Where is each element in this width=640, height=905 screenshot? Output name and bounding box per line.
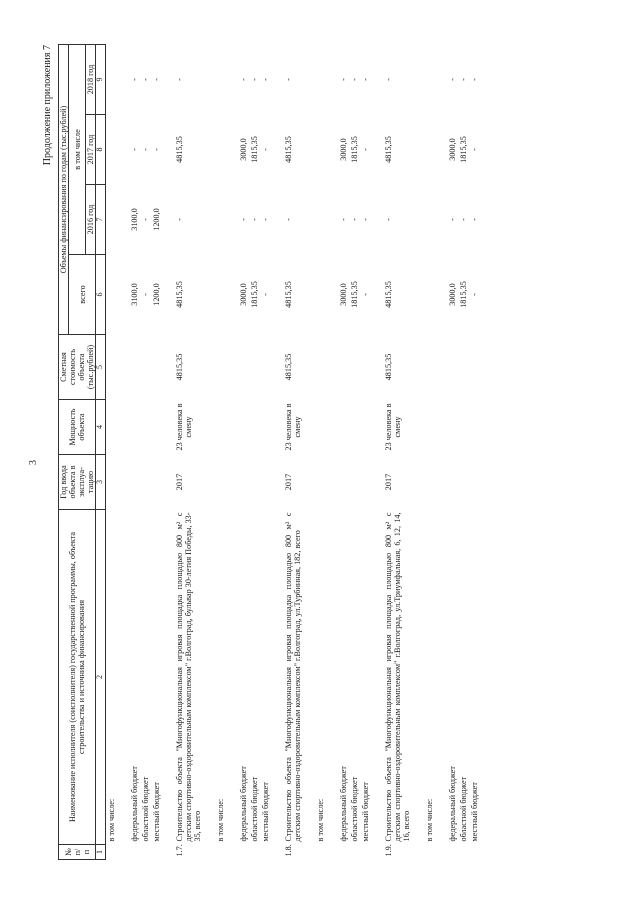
row-name: областной бюджет xyxy=(350,776,360,842)
row-total: 3000,0 xyxy=(339,283,349,306)
row-cost xyxy=(249,335,260,400)
row-name: федеральный бюджет xyxy=(238,766,248,842)
row-2016 xyxy=(105,185,117,255)
row-number xyxy=(458,845,469,860)
row-2018: - xyxy=(284,78,294,81)
row-total: 3000,0 xyxy=(448,283,458,306)
row-name: местный бюджет xyxy=(470,782,480,842)
row-capacity xyxy=(458,400,469,455)
header-2017: 2017 год xyxy=(86,115,96,185)
row-2017: - xyxy=(151,148,161,151)
row-year xyxy=(349,455,360,510)
row-cost: 4815,35 xyxy=(284,353,294,381)
spacer-cell xyxy=(412,44,424,859)
row-2016: - xyxy=(250,218,259,221)
row-capacity xyxy=(447,400,458,455)
column-number-row xyxy=(96,44,106,859)
row-spacer xyxy=(117,44,129,859)
row-number xyxy=(360,845,371,860)
table-row xyxy=(151,44,162,859)
table-row xyxy=(249,44,260,859)
row-2017: 3000,0 xyxy=(238,138,248,161)
table-row xyxy=(360,44,371,859)
row-total: 1815,35 xyxy=(250,281,259,308)
row-cost xyxy=(129,335,140,400)
row-total: 3000,0 xyxy=(238,283,248,306)
table-row xyxy=(338,44,349,859)
row-2017: 4815,35 xyxy=(384,136,394,163)
row-year: 2017 xyxy=(384,473,394,491)
row-total: - xyxy=(361,293,371,296)
row-number xyxy=(151,845,162,860)
row-spacer xyxy=(271,44,283,859)
table-header xyxy=(59,44,106,859)
row-year: 2017 xyxy=(174,473,184,491)
table-row xyxy=(260,44,271,859)
row-number xyxy=(215,845,226,860)
row-2018 xyxy=(424,44,435,114)
header-total: всего xyxy=(69,255,96,335)
row-2017 xyxy=(315,115,326,185)
row-cost xyxy=(360,335,371,400)
row-2016 xyxy=(315,185,326,255)
row-capacity xyxy=(238,400,249,455)
row-total xyxy=(105,255,117,335)
row-year xyxy=(469,455,480,510)
column-number: 8 xyxy=(96,115,106,185)
row-2016: - xyxy=(339,218,349,221)
row-capacity xyxy=(260,400,271,455)
row-cost xyxy=(151,335,162,400)
table-row xyxy=(215,44,226,859)
row-2018: - xyxy=(448,78,458,81)
row-name: в том числе: xyxy=(425,798,435,842)
row-2017: 1815,35 xyxy=(350,136,360,163)
row-year xyxy=(151,455,162,510)
row-2018: - xyxy=(261,78,271,81)
row-number xyxy=(260,845,271,860)
row-capacity xyxy=(215,400,226,455)
table-row xyxy=(129,44,140,859)
row-2016: - xyxy=(140,218,150,221)
row-2016: - xyxy=(261,218,271,221)
row-name: в том числе: xyxy=(215,798,225,842)
row-2018: - xyxy=(151,78,161,81)
row-2016: - xyxy=(470,218,480,221)
table-row xyxy=(174,44,203,859)
row-spacer xyxy=(203,44,215,859)
row-2017 xyxy=(215,115,226,185)
row-2016 xyxy=(424,185,435,255)
row-number xyxy=(469,845,480,860)
row-number: 1.7. xyxy=(174,844,184,857)
spacer-cell xyxy=(326,44,338,859)
row-2016 xyxy=(215,185,226,255)
row-2018: - xyxy=(470,78,480,81)
row-number xyxy=(315,845,326,860)
row-year xyxy=(140,455,151,510)
header-capacity: Мощность объекта xyxy=(59,400,96,455)
row-cost xyxy=(458,335,469,400)
row-2018: - xyxy=(350,78,360,81)
row-year: 2017 xyxy=(284,473,294,491)
header-year: Год ввода объекта в эксплуа-тацию xyxy=(59,455,96,510)
row-name: Строительство объекта "Многофункциональная игровая площадка площадью 800 м² с детским спортивно-оздоровительным комплексом" г.Волгоград, ул.Турбинная, 182, всего xyxy=(284,512,303,842)
row-2018: - xyxy=(250,78,259,81)
row-2016: - xyxy=(384,218,394,221)
row-2017 xyxy=(424,115,435,185)
row-cost xyxy=(469,335,480,400)
row-spacer xyxy=(162,44,174,859)
header-name: Наименование исполнителя (соисполнителя) государственной программы, объекта строительства и источника финансирования xyxy=(59,510,96,845)
column-number: 6 xyxy=(96,255,106,335)
row-name: областной бюджет xyxy=(459,776,469,842)
spacer-cell xyxy=(226,44,238,859)
row-2017: - xyxy=(470,148,480,151)
row-total: 4815,35 xyxy=(174,281,184,308)
row-year xyxy=(249,455,260,510)
table-body xyxy=(105,44,480,859)
row-name: местный бюджет xyxy=(151,782,161,842)
row-name: Строительство объекта "Многофункциональная игровая площадка площадью 800 м² с детским спортивно-оздоровительным комплексом" г.Волгоград, ул.Триумфальная, 6, 12, 14, 16, всего xyxy=(384,512,412,842)
row-2017: 1815,35 xyxy=(250,136,259,163)
row-year xyxy=(338,455,349,510)
row-2018: - xyxy=(459,78,469,81)
row-cost xyxy=(447,335,458,400)
row-number xyxy=(424,845,435,860)
row-year xyxy=(105,455,117,510)
table-row xyxy=(238,44,249,859)
row-2016: - xyxy=(459,218,469,221)
row-spacer xyxy=(371,44,383,859)
row-spacer xyxy=(303,44,315,859)
row-2018: - xyxy=(361,78,371,81)
row-2017: 3000,0 xyxy=(448,138,458,161)
row-number xyxy=(140,845,151,860)
row-total: 4815,35 xyxy=(384,281,394,308)
row-cost xyxy=(215,335,226,400)
row-name: федеральный бюджет xyxy=(448,766,458,842)
column-number: 5 xyxy=(96,335,106,400)
table-row xyxy=(105,44,117,859)
row-number: 1.8. xyxy=(284,844,294,857)
row-cost: 4815,35 xyxy=(174,353,184,381)
row-cost xyxy=(424,335,435,400)
row-2018: - xyxy=(129,78,139,81)
row-number: 1.9. xyxy=(384,844,394,857)
row-number xyxy=(338,845,349,860)
row-cost xyxy=(238,335,249,400)
row-2018: - xyxy=(174,78,184,81)
row-number xyxy=(238,845,249,860)
row-2016: - xyxy=(284,218,294,221)
column-number: 7 xyxy=(96,185,106,255)
row-name: областной бюджет xyxy=(140,776,150,842)
row-cost xyxy=(349,335,360,400)
table-row xyxy=(458,44,469,859)
table-row xyxy=(447,44,458,859)
spacer-cell xyxy=(117,44,129,859)
row-cost xyxy=(260,335,271,400)
page-number: 3 xyxy=(28,460,39,465)
table-row xyxy=(283,44,303,859)
row-name: Строительство объекта "Многофункциональная игровая площадка площадью 800 м² с детским спортивно-оздоровительным комплексом" г.Волгоград, бульвар 30-летия Победы, 33-35, всего xyxy=(174,512,202,842)
header-2018: 2018 год xyxy=(86,44,96,114)
row-total: 1815,35 xyxy=(350,281,360,308)
row-year xyxy=(315,455,326,510)
row-capacity xyxy=(140,400,151,455)
header-funding: Объемы финансирования по годам (тыс.рублей) xyxy=(59,44,69,334)
row-2018 xyxy=(215,44,226,114)
spacer-cell xyxy=(203,44,215,859)
row-total xyxy=(215,255,226,335)
row-capacity: 23 человека в смену xyxy=(284,403,303,451)
row-total: 1815,35 xyxy=(459,281,469,308)
row-year xyxy=(215,455,226,510)
row-2017: - xyxy=(361,148,371,151)
row-name: местный бюджет xyxy=(361,782,371,842)
row-total: - xyxy=(470,293,480,296)
row-name: местный бюджет xyxy=(261,782,271,842)
row-2017: 1815,35 xyxy=(459,136,469,163)
row-year xyxy=(360,455,371,510)
row-capacity: 23 человека в смену xyxy=(174,403,193,451)
row-number xyxy=(249,845,260,860)
row-year xyxy=(129,455,140,510)
row-2016: 3100,0 xyxy=(129,208,139,231)
table-row xyxy=(349,44,360,859)
header-no: № п/п xyxy=(59,845,96,860)
row-capacity xyxy=(105,400,117,455)
row-2016: - xyxy=(448,218,458,221)
table-row xyxy=(140,44,151,859)
row-2016: 1200,0 xyxy=(151,208,161,231)
row-capacity xyxy=(338,400,349,455)
row-capacity xyxy=(424,400,435,455)
row-2016: - xyxy=(174,218,184,221)
row-number xyxy=(105,845,117,860)
row-number xyxy=(129,845,140,860)
spacer-cell xyxy=(162,44,174,859)
row-name: федеральный бюджет xyxy=(129,766,139,842)
row-total: 1200,0 xyxy=(151,283,161,306)
header-cost: Сметная стоимость объекта (тыс.рублей) xyxy=(59,335,96,400)
row-2018: - xyxy=(238,78,248,81)
spacer-cell xyxy=(303,44,315,859)
row-2017: - xyxy=(140,148,150,151)
row-total: 3100,0 xyxy=(129,283,139,306)
row-capacity xyxy=(349,400,360,455)
header-2016: 2016 год xyxy=(86,185,96,255)
row-number xyxy=(349,845,360,860)
row-capacity xyxy=(469,400,480,455)
column-number: 9 xyxy=(96,44,106,114)
row-2018: - xyxy=(339,78,349,81)
row-cost: 4815,35 xyxy=(384,353,394,381)
spacer-cell xyxy=(435,44,447,859)
row-total: - xyxy=(140,293,150,296)
row-total xyxy=(424,255,435,335)
spacer-cell xyxy=(371,44,383,859)
table-row xyxy=(424,44,435,859)
row-spacer xyxy=(326,44,338,859)
row-year xyxy=(260,455,271,510)
row-spacer xyxy=(435,44,447,859)
row-cost xyxy=(105,335,117,400)
row-name: федеральный бюджет xyxy=(339,766,349,842)
row-capacity xyxy=(315,400,326,455)
row-year xyxy=(447,455,458,510)
row-2018 xyxy=(315,44,326,114)
row-total xyxy=(315,255,326,335)
row-2017: 3000,0 xyxy=(339,138,349,161)
row-2017: - xyxy=(129,148,139,151)
row-capacity xyxy=(129,400,140,455)
table-row xyxy=(469,44,480,859)
row-capacity xyxy=(151,400,162,455)
row-2016: - xyxy=(350,218,360,221)
row-2018: - xyxy=(140,78,150,81)
column-number: 3 xyxy=(96,455,106,510)
header-including: в том числе xyxy=(69,44,86,254)
funding-table xyxy=(58,44,480,860)
row-capacity: 23 человека в смену xyxy=(384,403,403,451)
row-year xyxy=(424,455,435,510)
row-2017: 4815,35 xyxy=(284,136,294,163)
row-cost xyxy=(338,335,349,400)
row-total: 4815,35 xyxy=(284,281,294,308)
row-2018 xyxy=(105,44,117,114)
row-year xyxy=(458,455,469,510)
row-2017: 4815,35 xyxy=(174,136,184,163)
row-2017 xyxy=(105,115,117,185)
row-capacity xyxy=(249,400,260,455)
row-2016: - xyxy=(361,218,371,221)
row-2017: - xyxy=(261,148,271,151)
row-name: в том числе: xyxy=(316,798,326,842)
row-2016: - xyxy=(238,218,248,221)
row-spacer xyxy=(412,44,424,859)
spacer-cell xyxy=(271,44,283,859)
row-year xyxy=(238,455,249,510)
row-capacity xyxy=(360,400,371,455)
table-row xyxy=(315,44,326,859)
row-cost xyxy=(140,335,151,400)
row-name: в том числе: xyxy=(106,798,116,842)
appendix-note: Продолжение приложения 7 xyxy=(42,45,53,166)
row-name: областной бюджет xyxy=(250,776,259,842)
column-number: 4 xyxy=(96,400,106,455)
row-spacer xyxy=(226,44,238,859)
row-2018: - xyxy=(384,78,394,81)
column-number: 2 xyxy=(96,510,106,845)
column-number: 1 xyxy=(96,845,106,860)
row-total: - xyxy=(261,293,271,296)
row-number xyxy=(447,845,458,860)
row-cost xyxy=(315,335,326,400)
table-row xyxy=(383,44,412,859)
